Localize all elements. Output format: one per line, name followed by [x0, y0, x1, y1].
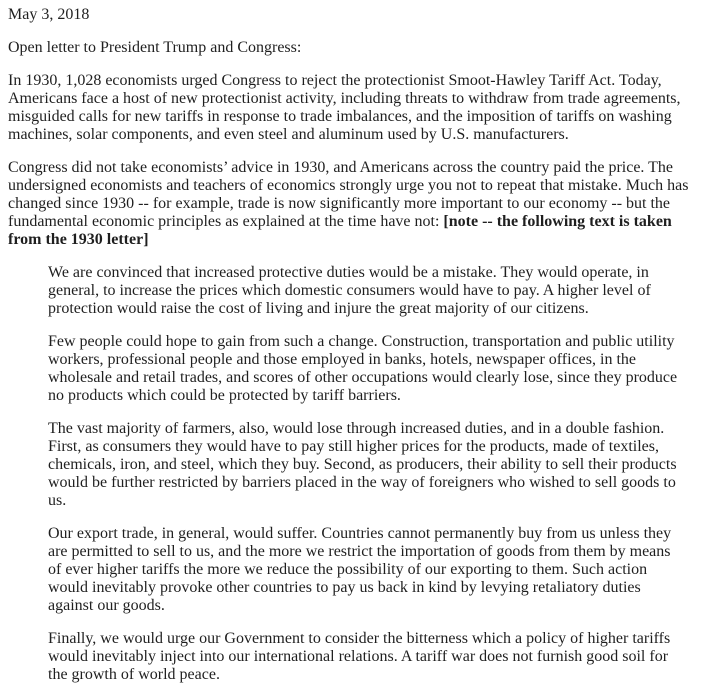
quote-paragraph-export-trade: Our export trade, in general, would suffer. Countries cannot permanently buy from us unless they are permitted to sell to us, and the more we restrict the importation of goods from them by means of ever higher tariffs the more we reduce the possibility of our exporting to them. Such action would inevitably provoke other countries to pay us back in kind by levying retaliatory duties against our goods.: [48, 525, 672, 614]
paragraph-1930-advice: [8, 159, 697, 249]
quote-paragraph-world-peace: Finally, we would urge our Government to consider the bitterness which a policy of higher tariffs would inevitably inject into our international relations. A tariff war does not furnish good soil for the growth of world peace.: [48, 630, 671, 683]
quote-paragraph-few-people-gain: Few people could hope to gain from such a change. Construction, transportation and public utility workers, professional people and those employed in banks, hotels, newspaper offices, in the wholesale and retail trades, and scores of other occupations would clearly lose, since they produce no products which could be protected by tariff barriers.: [48, 333, 678, 404]
letter-salutation: Open letter to President Trump and Congress:: [8, 39, 302, 56]
letter-date: May 3, 2018: [8, 6, 90, 23]
quote-paragraph-protective-duties: We are convinced that increased protective duties would be a mistake. They would operate, in general, to increase the prices which domestic consumers would have to pay. A higher level of protection would raise the cost of living and injure the great majority of our citizens.: [48, 264, 651, 317]
paragraph-1930-advice-text: Congress did not take economists’ advice in 1930, and Americans across the country paid the price. The undersigned economists and teachers of economics strongly urge you not to repeat that mistake. Much has changed since 1930 -- for example, trade is now significantly more important to our economy -- but the fundamental economic principles as explained at the time have not:: [8, 159, 689, 230]
quote-paragraph-farmers-lose: The vast majority of farmers, also, would lose through increased duties, and in a double fashion. First, as consumers they would have to pay still higher prices for the products, made of textiles, chemicals, iron, and steel, which they buy. Second, as producers, their ability to sell their products would be further restricted by barriers placed in the way of foreigners who wished to sell goods to us.: [48, 420, 677, 509]
paragraph-smoot-hawley: In 1930, 1,028 economists urged Congress to reject the protectionist Smoot-Hawley Tariff Act. Today, Americans face a host of new protectionist activity, including threats to withdraw from trade agreements, misguided calls for new tariffs in response to trade imbalances, and the imposition of tariffs on washing machines, solar components, and even steel and aluminum used by U.S. manufacturers.: [8, 72, 681, 143]
quoted-1930-letter-block: [8, 264, 697, 684]
note-text-from-1930-letter: [note -- the following text is taken from the 1930 letter]: [8, 213, 672, 248]
